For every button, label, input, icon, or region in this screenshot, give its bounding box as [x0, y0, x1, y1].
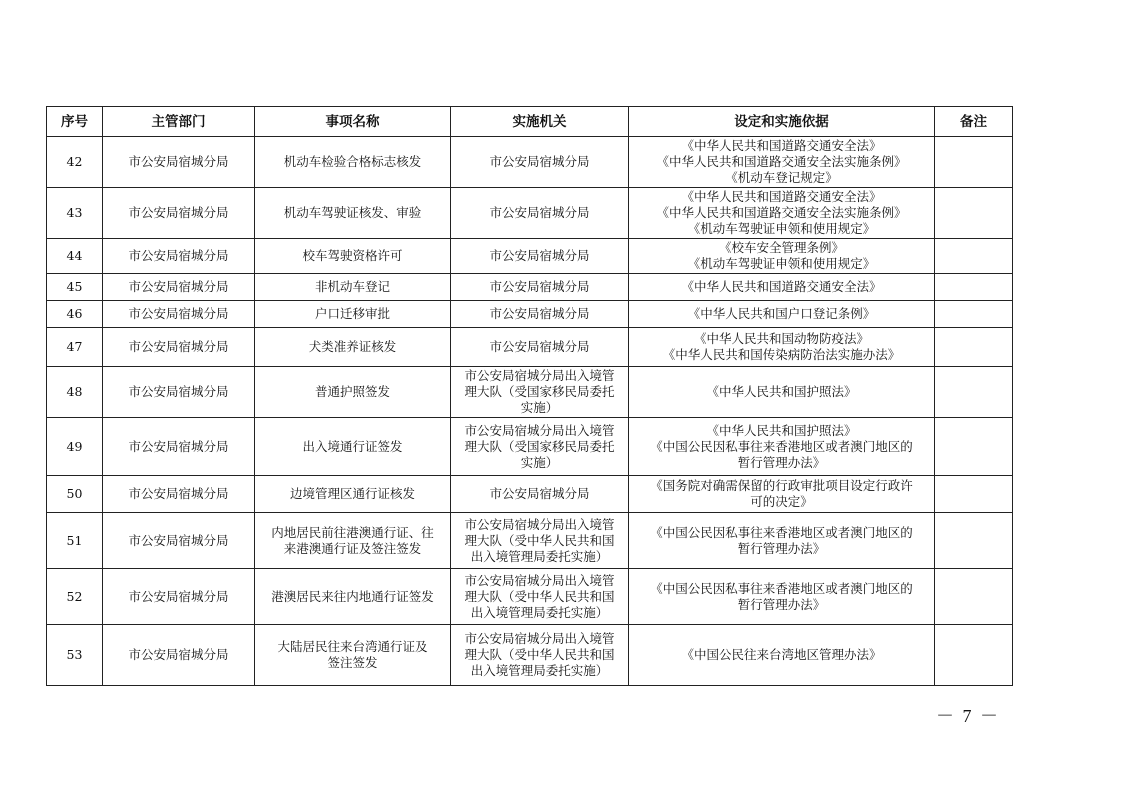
agency-line: 市公安局宿城分局: [489, 205, 590, 220]
cell-note: [935, 476, 1013, 513]
page-number: － 7 －: [936, 706, 1000, 726]
cell-basis: [629, 476, 935, 513]
basis-line: 《中华人民共和国户口登记条例》: [687, 306, 876, 321]
cell-basis: [629, 137, 935, 188]
cell-item: [255, 188, 451, 239]
table-row: [47, 625, 1013, 686]
cell-item: [255, 513, 451, 569]
agency-line: 理大队（受国家移民局委托: [464, 438, 615, 454]
header-note: 备注: [935, 107, 1013, 137]
cell-no: 51: [47, 513, 103, 569]
cell-item: [255, 301, 451, 328]
cell-agency: [451, 476, 629, 513]
agency-line: 市公安局宿城分局: [489, 339, 590, 354]
item-line: 出入境通行证签发: [302, 438, 403, 454]
cell-note: [935, 418, 1013, 476]
agency-line: 理大队（受中华人民共和国: [464, 647, 615, 662]
table-body: [47, 137, 1013, 686]
cell-item: [255, 239, 451, 274]
basis-line: 《中国公民因私事往来香港地区或者澳门地区的: [650, 438, 913, 454]
basis-line: 《中华人民共和国传染病防治法实施办法》: [662, 347, 901, 362]
cell-note: [935, 188, 1013, 239]
agency-line: 市公安局宿城分局: [489, 248, 590, 263]
cell-note: [935, 367, 1013, 418]
cell-dept: 市公安局宿城分局: [103, 328, 255, 367]
cell-note: [935, 137, 1013, 188]
cell-basis: [629, 513, 935, 569]
cell-note: [935, 513, 1013, 569]
basis-line: 《中华人民共和国道路交通安全法》: [681, 279, 882, 294]
basis-line: 《机动车驾驶证申领和使用规定》: [687, 221, 876, 236]
agency-line: 理大队（受国家移民局委托: [464, 384, 615, 399]
table-row: [47, 418, 1013, 476]
item-line: 来港澳通行证及签注签发: [283, 540, 422, 556]
cell-no: 45: [47, 274, 103, 301]
table-row: [47, 137, 1013, 188]
cell-basis: [629, 188, 935, 239]
basis-line: 《中华人民共和国道路交通安全法实施条例》: [656, 154, 907, 169]
cell-item: [255, 418, 451, 476]
cell-item: [255, 137, 451, 188]
cell-dept: 市公安局宿城分局: [103, 239, 255, 274]
agency-line: 理大队（受中华人民共和国: [464, 532, 615, 548]
basis-line: 《国务院对确需保留的行政审批项目设定行政许: [650, 478, 913, 493]
cell-dept: 市公安局宿城分局: [103, 274, 255, 301]
table-row: [47, 367, 1013, 418]
cell-dept: 市公安局宿城分局: [103, 418, 255, 476]
basis-line: 暂行管理办法》: [737, 454, 826, 470]
cell-dept: 市公安局宿城分局: [103, 513, 255, 569]
item-line: 港澳居民来往内地通行证签发: [271, 588, 434, 604]
agency-line: 市公安局宿城分局: [489, 279, 590, 294]
cell-dept: 市公安局宿城分局: [103, 569, 255, 625]
cell-basis: [629, 625, 935, 686]
basis-line: 《中国公民往来台湾地区管理办法》: [681, 647, 882, 662]
cell-note: [935, 328, 1013, 367]
cell-note: [935, 239, 1013, 274]
cell-dept: 市公安局宿城分局: [103, 367, 255, 418]
agency-line: 理大队（受中华人民共和国: [464, 588, 615, 604]
item-line: 大陆居民往来台湾通行证及: [277, 639, 428, 654]
agency-line: 实施）: [520, 400, 559, 415]
item-line: 签注签发: [327, 655, 378, 670]
cell-item: [255, 569, 451, 625]
agency-line: 出入境管理局委托实施）: [470, 604, 609, 620]
cell-no: 48: [47, 367, 103, 418]
table-row: [47, 239, 1013, 274]
cell-item: [255, 328, 451, 367]
table-row: [47, 328, 1013, 367]
item-line: 边境管理区通行证核发: [289, 486, 415, 501]
cell-no: 43: [47, 188, 103, 239]
cell-item: [255, 625, 451, 686]
basis-line: 《中国公民因私事往来香港地区或者澳门地区的: [650, 580, 913, 596]
table-row: [47, 569, 1013, 625]
table-row: [47, 188, 1013, 239]
table-row: [47, 476, 1013, 513]
agency-line: 出入境管理局委托实施）: [470, 663, 609, 678]
cell-dept: 市公安局宿城分局: [103, 137, 255, 188]
cell-agency: [451, 301, 629, 328]
cell-agency: [451, 513, 629, 569]
cell-basis: [629, 569, 935, 625]
cell-no: 46: [47, 301, 103, 328]
item-line: 户口迁移审批: [314, 306, 390, 321]
cell-note: [935, 625, 1013, 686]
item-line: 普通护照签发: [314, 384, 390, 399]
basis-line: 《机动车登记规定》: [725, 170, 838, 185]
table-row: [47, 301, 1013, 328]
cell-no: 47: [47, 328, 103, 367]
basis-line: 《中华人民共和国道路交通安全法实施条例》: [656, 205, 907, 220]
cell-no: 44: [47, 239, 103, 274]
cell-no: 42: [47, 137, 103, 188]
agency-line: 实施）: [520, 454, 559, 470]
cell-item: [255, 274, 451, 301]
item-line: 非机动车登记: [314, 279, 390, 294]
agency-line: 市公安局宿城分局出入境管: [464, 368, 615, 383]
cell-dept: 市公安局宿城分局: [103, 188, 255, 239]
header-agency: 实施机关: [451, 107, 629, 137]
agency-line: 市公安局宿城分局: [489, 306, 590, 321]
agency-line: 市公安局宿城分局出入境管: [464, 572, 615, 588]
cell-agency: [451, 569, 629, 625]
cell-agency: [451, 188, 629, 239]
basis-line: 《中华人民共和国道路交通安全法》: [681, 138, 882, 153]
items-table: [46, 106, 1013, 686]
cell-note: [935, 569, 1013, 625]
agency-line: 市公安局宿城分局出入境管: [464, 516, 615, 532]
cell-no: 49: [47, 418, 103, 476]
agency-line: 市公安局宿城分局: [489, 486, 590, 501]
item-line: 校车驾驶资格许可: [302, 248, 403, 263]
header-no: 序号: [47, 107, 103, 137]
cell-note: [935, 274, 1013, 301]
basis-line: 《中华人民共和国动物防疫法》: [693, 331, 869, 346]
basis-line: 《中华人民共和国护照法》: [706, 384, 857, 399]
cell-basis: [629, 418, 935, 476]
agency-line: 市公安局宿城分局: [489, 154, 590, 169]
table-row: [47, 513, 1013, 569]
header-dept: 主管部门: [103, 107, 255, 137]
cell-agency: [451, 418, 629, 476]
cell-dept: 市公安局宿城分局: [103, 625, 255, 686]
item-line: 犬类准养证核发: [308, 339, 397, 354]
header-basis: 设定和实施依据: [629, 107, 935, 137]
cell-basis: [629, 367, 935, 418]
cell-agency: [451, 239, 629, 274]
item-line: 机动车检验合格标志核发: [283, 154, 422, 169]
basis-line: 《校车安全管理条例》: [718, 240, 844, 255]
cell-no: 52: [47, 569, 103, 625]
cell-note: [935, 301, 1013, 328]
header-row: [47, 107, 1013, 137]
basis-line: 暂行管理办法》: [737, 540, 826, 556]
cell-agency: [451, 328, 629, 367]
cell-no: 50: [47, 476, 103, 513]
cell-dept: 市公安局宿城分局: [103, 476, 255, 513]
cell-item: [255, 367, 451, 418]
cell-agency: [451, 367, 629, 418]
cell-agency: [451, 137, 629, 188]
cell-basis: [629, 301, 935, 328]
cell-agency: [451, 625, 629, 686]
table-row: [47, 274, 1013, 301]
cell-dept: 市公安局宿城分局: [103, 301, 255, 328]
agency-line: 市公安局宿城分局出入境管: [464, 631, 615, 646]
basis-line: 《机动车驾驶证申领和使用规定》: [687, 256, 876, 271]
cell-basis: [629, 239, 935, 274]
basis-line: 可的决定》: [750, 494, 813, 509]
cell-basis: [629, 274, 935, 301]
header-item: 事项名称: [255, 107, 451, 137]
basis-line: 暂行管理办法》: [737, 596, 826, 612]
cell-basis: [629, 328, 935, 367]
basis-line: 《中华人民共和国道路交通安全法》: [681, 189, 882, 204]
cell-agency: [451, 274, 629, 301]
basis-line: 《中国公民因私事往来香港地区或者澳门地区的: [650, 524, 913, 540]
cell-item: [255, 476, 451, 513]
basis-line: 《中华人民共和国护照法》: [706, 422, 857, 438]
item-line: 机动车驾驶证核发、审验: [283, 205, 422, 220]
agency-line: 出入境管理局委托实施）: [470, 548, 609, 564]
cell-no: 53: [47, 625, 103, 686]
item-line: 内地居民前往港澳通行证、往: [271, 524, 434, 540]
agency-line: 市公安局宿城分局出入境管: [464, 422, 615, 438]
